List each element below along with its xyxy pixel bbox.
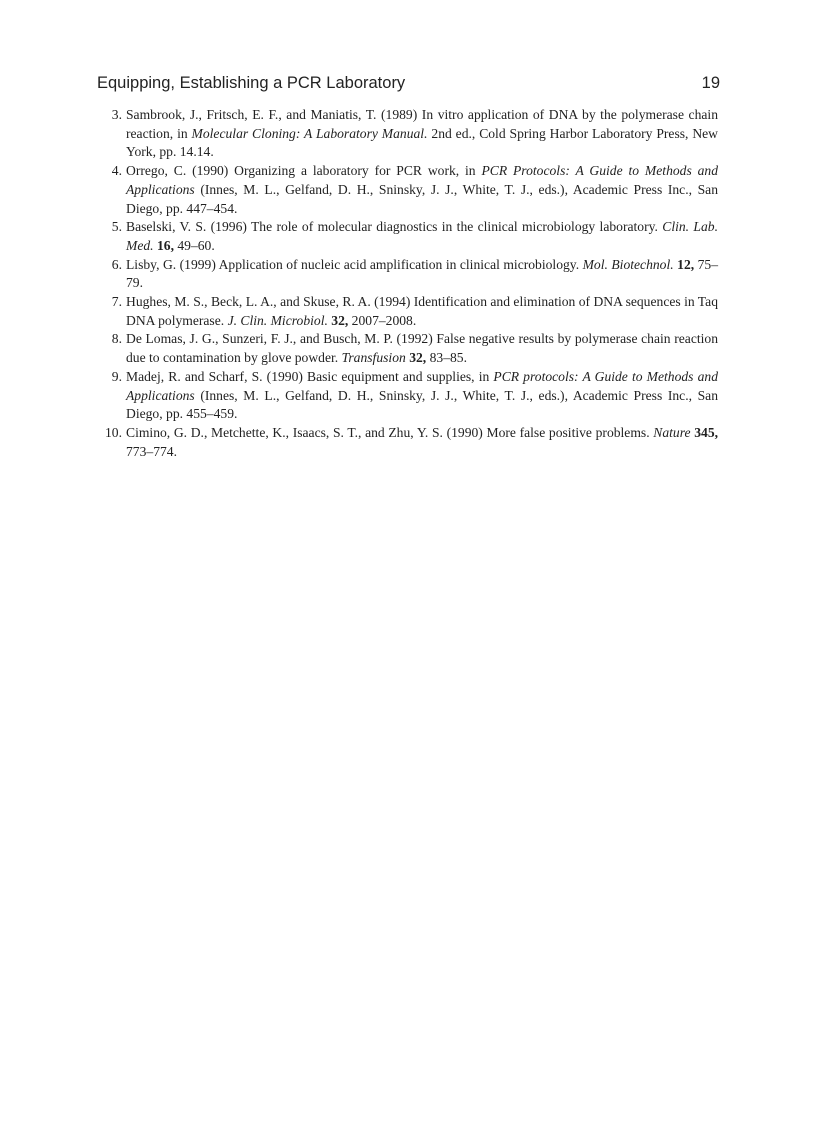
reference-list (97, 106, 718, 461)
reference-number: 10. (105, 424, 122, 440)
reference-text-part: 773–774. (126, 443, 177, 459)
reference-item (97, 106, 718, 162)
reference-volume-bold: 16, (156, 237, 174, 253)
reference-volume-bold: 32, (331, 312, 349, 328)
reference-text (126, 162, 718, 218)
reference-number: 4. (111, 163, 122, 179)
reference-text (126, 218, 718, 255)
reference-item (97, 424, 718, 461)
reference-text (126, 256, 718, 293)
reference-text (126, 293, 718, 330)
reference-text (126, 368, 718, 424)
running-title: Equipping, Establishing a PCR Laboratory (97, 74, 406, 92)
reference-number: 8. (111, 331, 122, 347)
reference-journal-italic: Nature (653, 424, 691, 440)
reference-item (97, 162, 718, 218)
reference-text (126, 106, 718, 162)
reference-text-part: Madej, R. and Scharf, S. (1990) Basic equipment and supplies, in (126, 368, 494, 384)
reference-text-part: Orrego, C. (1990) Organizing a laboratory for PCR work, in (126, 163, 482, 179)
reference-text-part: (Innes, M. L., Gelfand, D. H., Sninsky, J. J., White, T. J., eds.), Academic Press Inc., San Diego, pp. 447–454. (126, 181, 718, 216)
reference-text (126, 330, 718, 367)
reference-text-part: 75–79. (126, 256, 719, 291)
reference-text-part: Baselski, V. S. (1996) The role of molecular diagnostics in the clinical microbiology laboratory. (126, 219, 663, 235)
reference-text-part: Cimino, G. D., Metchette, K., Isaacs, S. T., and Zhu, Y. S. (1990) More false positive problems. (126, 424, 654, 440)
reference-volume-bold: 12, (677, 256, 695, 272)
reference-journal-italic: Mol. Biotechnol. (582, 256, 674, 272)
reference-number: 5. (111, 219, 122, 235)
reference-text-part: Sambrook, J., Fritsch, E. F., and Maniatis, T. (1989) In vitro application of DNA by the polymerase chain reaction, in (126, 107, 718, 141)
reference-journal-italic: J. Clin. Microbiol. (227, 312, 328, 328)
reference-number: 9. (111, 368, 122, 384)
reference-journal-italic: Transfusion (341, 350, 406, 366)
reference-number: 3. (111, 107, 122, 122)
running-header (97, 71, 720, 95)
reference-text-part: Hughes, M. S., Beck, L. A., and Skuse, R. A. (1994) Identification and elimination of DNA sequences in Taq DNA polymerase. (126, 294, 718, 328)
reference-title-italic: Molecular Cloning: A Laboratory Manual. (191, 125, 428, 141)
reference-title-italic: PCR Protocols: A Guide to Methods and Applications (126, 163, 719, 197)
reference-text-part: 49–60. (173, 237, 215, 253)
reference-item (97, 293, 718, 330)
reference-journal-italic: Clin. Lab. Med. (126, 219, 718, 253)
reference-item (97, 218, 718, 255)
reference-text-part: De Lomas, J. G., Sunzeri, F. J., and Busch, M. P. (1992) False negative results by polymerase chain reaction due to contamination by glove powder. (126, 331, 718, 366)
reference-number: 6. (111, 256, 122, 272)
reference-text-part: 83–85. (426, 350, 467, 366)
reference-text-part: Lisby, G. (1999) Application of nucleic acid amplification in clinical microbiology. (126, 256, 583, 272)
reference-volume-bold: 32, (409, 350, 427, 366)
reference-item (97, 368, 718, 424)
reference-item (97, 330, 718, 367)
reference-text-part: 2007–2008. (348, 312, 417, 328)
reference-volume-bold: 345, (694, 424, 719, 440)
reference-text-part: 2nd ed., Cold Spring Harbor Laboratory Press, New York, pp. 14.14. (126, 125, 718, 160)
reference-text (126, 424, 718, 461)
reference-text-part: (Innes, M. L., Gelfand, D. H., Sninsky, J. J., White, T. J., eds.), Academic Press Inc., San Diego, pp. 455–459. (126, 387, 718, 422)
reference-item (97, 256, 718, 293)
reference-title-italic: PCR protocols: A Guide to Methods and Applications (126, 368, 718, 403)
reference-number: 7. (111, 294, 122, 310)
page-number: 19 (701, 74, 720, 92)
